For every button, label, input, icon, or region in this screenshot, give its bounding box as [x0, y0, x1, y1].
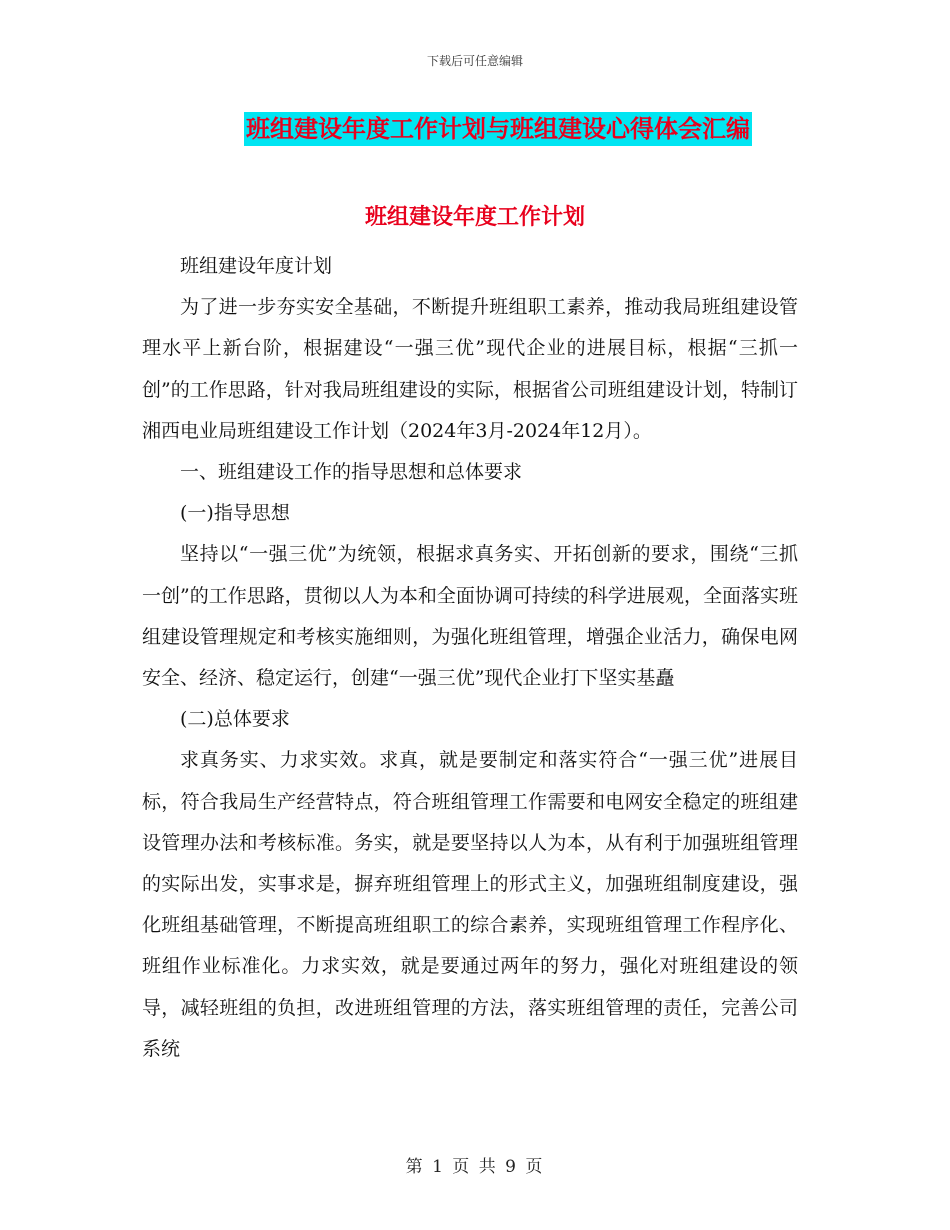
page-number-footer: 第 1 页 共 9 页: [405, 1157, 545, 1177]
paragraph-overall-requirements: 求真务实、力求实效。求真，就是要制定和落实符合“一强三优”进展目标，符合我局生产经营特点，符合班组管理工作需要和电网安全稳定的班组建设管理办法和考核标准。务实，就是要坚持以人为本，从有利于加强班组管理的实际出发，实事求是，摒弃班组管理上的形式主义，加强班组制度建设，强化班组基础管理，不断提高班组职工的综合素养，实现班组管理工作程序化、班组作业标准化。力求实效，就是要通过两年的努力，强化对班组建设的领导，减轻班组的负担，改进班组管理的方法，落实班组管理的责任，完善公司系统: [142, 749, 798, 1060]
document-title: 班组建设年度工作计划与班组建设心得体会汇编: [244, 112, 752, 146]
paragraph-subheading-1: (一)指导思想: [180, 502, 290, 525]
paragraph-heading-guiding-ideology: 一、班组建设工作的指导思想和总体要求: [180, 461, 523, 484]
paragraph-plan-heading: 班组建设年度计划: [180, 255, 333, 277]
paragraph-guiding-ideology: 坚持以“一强三优”为统领，根据求真务实、开拓创新的要求，围绕“三抓一创”的工作思路，贯彻以人为本和全面协调可持续的科学进展观，全面落实班组建设管理规定和考核实施细则，为强化班组管理，增强企业活力，确保电网安全、经济、稳定运行，创建“一强三优”现代企业打下坚实基矗: [142, 543, 798, 690]
paragraph-intro: 为了进一步夯实安全基础，不断提升班组职工素养，推动我局班组建设管理水平上新台阶，根据建设“一强三优”现代企业的进展目标，根据“三抓一创”的工作思路，针对我局班组建设的实际，根据省公司班组建设计划，特制订湘西电业局班组建设工作计划（2024年3月-2024年12月）。: [142, 296, 798, 442]
paragraph-subheading-2: (二)总体要求: [180, 708, 290, 731]
section-title: 班组建设年度工作计划: [364, 204, 585, 230]
document-body: [142, 246, 798, 1070]
document-title-wrapper: [0, 112, 950, 146]
page-header-note: 下载后可任意编辑: [426, 54, 523, 68]
